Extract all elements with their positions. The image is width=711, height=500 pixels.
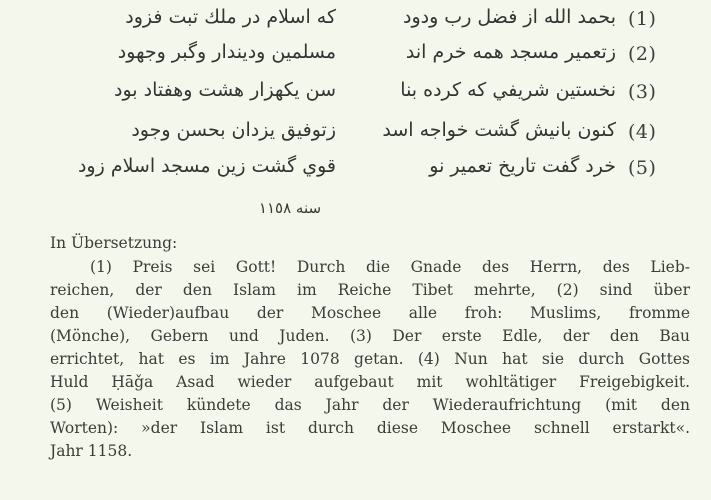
translation-line-3: den (Wieder)aufbau der Moschee alle froh: Muslims, fromme bbox=[50, 304, 690, 322]
verse-2-left-hemistich: مسلمين وديندار وگبر وجهود bbox=[117, 41, 336, 63]
verse-5-right-hemistich: خرد گفت تاريخ تعمير نو bbox=[429, 155, 616, 177]
verse-5-left-hemistich: قوي گشت زين مسجد اسلام زود bbox=[77, 155, 336, 177]
verse-2-right-hemistich: زتعمير مسجد همه خرم اند bbox=[405, 41, 616, 63]
verse-3-left-hemistich: سن يكهزار هشت وهفتاد بود bbox=[114, 79, 336, 101]
translation-line-6: Huld Ḥāǧa Asad wieder aufgebaut mit wohltätiger Freigebigkeit. bbox=[50, 373, 690, 391]
translation-heading: In Übersetzung: bbox=[50, 234, 178, 252]
translation-line-1: (1) Preis sei Gott! Durch die Gnade des Herrn, des Lieb- bbox=[90, 258, 690, 276]
verse-4-right-hemistich: كنون بانيش گشت خواجه اسد bbox=[382, 119, 616, 141]
verse-1-right-hemistich: بحمد الله از فضل رب ودود bbox=[403, 6, 616, 28]
verse-4-number: (4) bbox=[628, 121, 657, 143]
verse-5-number: (5) bbox=[628, 157, 657, 179]
verse-3-number: (3) bbox=[628, 81, 657, 103]
translation-line-2: reichen, der den Islam im Reiche Tibet mehrte, (2) sind über bbox=[50, 281, 690, 299]
translation-line-5: errichtet, hat es im Jahre 1078 getan. (4) Nun hat sie durch Gottes bbox=[50, 350, 690, 368]
translation-line-9: Jahr 1158. bbox=[50, 442, 133, 460]
verse-3-right-hemistich: نخستين شريفي كه كرده بنا bbox=[400, 79, 616, 101]
translation-line-7: (5) Weisheit kündete das Jahr der Wiederaufrichtung (mit den bbox=[50, 396, 690, 414]
verse-2-number: (2) bbox=[628, 43, 657, 65]
verse-1-left-hemistich: كه اسلام در ملك تبت فزود bbox=[125, 6, 336, 28]
verse-year-line: سنه ١١٥٨ bbox=[258, 199, 322, 217]
verse-4-left-hemistich: زتوفيق يزدان بحسن وجود bbox=[131, 119, 336, 141]
verse-1-number: (1) bbox=[628, 8, 657, 30]
verse-row-3 bbox=[0, 77, 711, 111]
verse-row-5 bbox=[0, 153, 711, 187]
verse-row-1 bbox=[0, 4, 711, 38]
translation-line-4: (Mönche), Gebern und Juden. (3) Der erste Edle, der den Bau bbox=[50, 327, 690, 345]
verse-row-2 bbox=[0, 39, 711, 73]
translation-paragraph bbox=[50, 256, 690, 463]
translation-section bbox=[50, 232, 690, 463]
verse-row-4 bbox=[0, 117, 711, 151]
translation-line-8: Worten): »der Islam ist durch diese Moschee schnell erstarkt«. bbox=[50, 419, 690, 437]
